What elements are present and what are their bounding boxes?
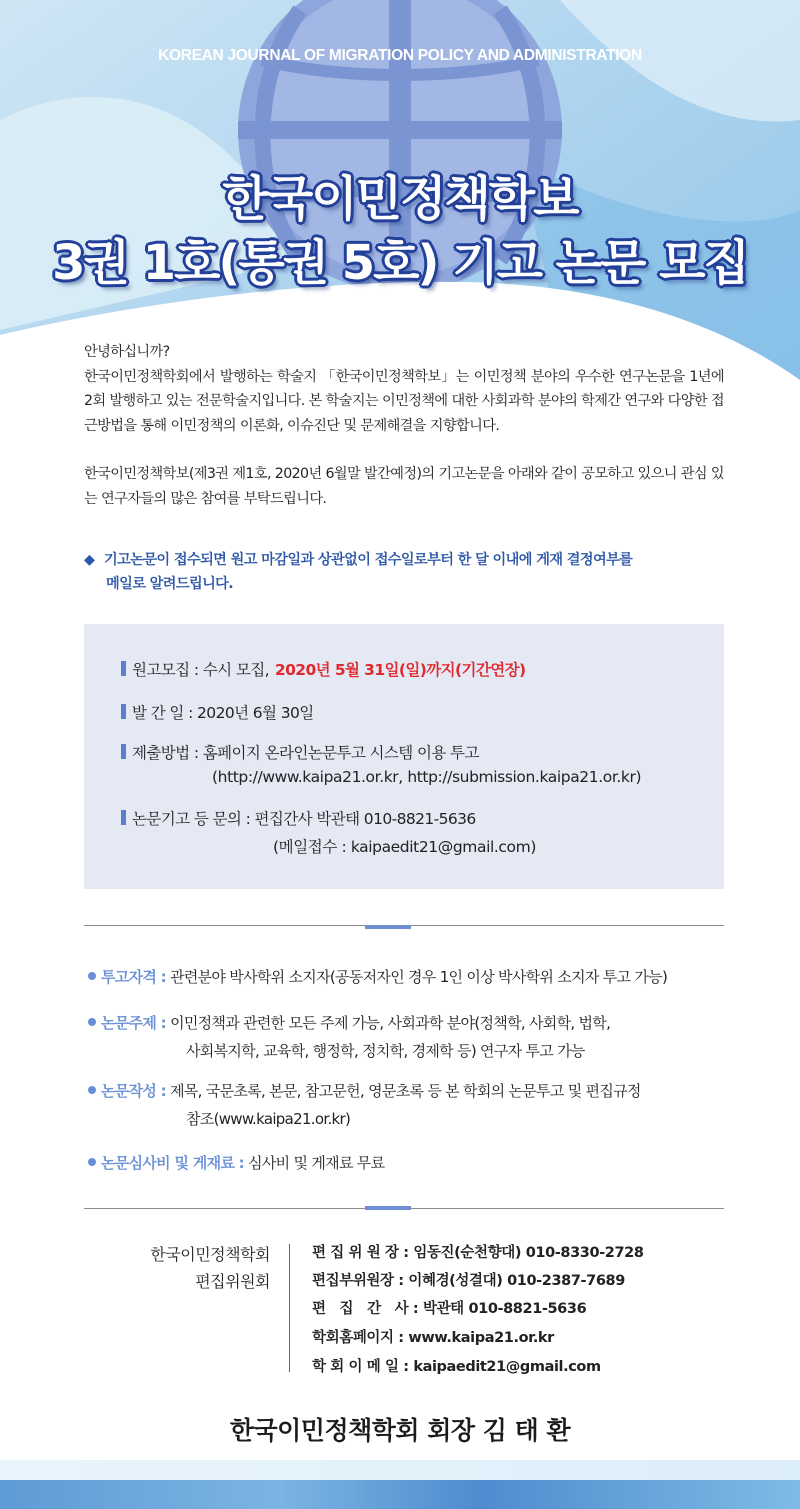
contact-label: 편집부위원장 : (312, 1273, 404, 1289)
inquiry-text: 논문기고 등 문의 : 편집간사 박관태 010-8821-5636 (132, 810, 476, 828)
president-signature: 한국이민정책학회 회장 김 태 환 (229, 1416, 571, 1445)
divider-mark (365, 925, 411, 929)
intro-paragraph-1: 한국이민정책학회에서 발행하는 학술지 「한국이민정책학보」는 이민정책 분야의 우수한 연구논문을 1년에 2회 발행하고 있는 전문학술지입니다. 본 학술지는 이민정책에 대한 사회과학 분야의 학제간 연구와 다양한 접근방법을 통해 이민정책의 이론화, 이슈진단 및 문제해결을 지향합니다. (84, 368, 724, 434)
diamond-bullet-icon: ◆ (84, 552, 95, 568)
contact-email (312, 1355, 601, 1376)
info-submit-method (121, 741, 479, 763)
divider-mark (365, 1206, 411, 1210)
dot-bullet-icon (88, 1086, 96, 1094)
info-publish-date (121, 701, 314, 723)
dot-bullet-icon (88, 972, 96, 980)
submit-text: 제출방법 : 홈페이지 온라인논문투고 시스템 이용 투고 (132, 744, 479, 762)
page-title-line2: 3권 1호(통권 5호) 기고 논문 모집 (52, 235, 748, 291)
writing-label: 논문작성 : (101, 1082, 166, 1100)
criteria-topic (88, 1012, 610, 1033)
criteria-writing (88, 1080, 641, 1101)
bar-bullet-icon (121, 661, 126, 676)
info-recruit (121, 658, 525, 680)
contact-label: 편 집 간 사 : (312, 1301, 419, 1317)
journal-english-name: KOREAN JOURNAL OF MIGRATION POLICY AND ADMINISTRATION (158, 47, 642, 64)
contact-value: 임동진(순천향대) 010-8330-2728 (413, 1245, 644, 1261)
contact-value: www.kaipa21.or.kr (408, 1330, 554, 1346)
greeting: 안녕하십니까? (84, 344, 170, 360)
org-name-line1: 한국이민정책학회 (150, 1245, 270, 1264)
contact-editor-in-chief (312, 1241, 644, 1262)
notice (84, 548, 734, 596)
bottom-band (0, 1480, 800, 1509)
contact-value: kaipaedit21@gmail.com (413, 1359, 601, 1375)
bar-bullet-icon (121, 810, 126, 825)
contact-deputy-editor (312, 1269, 625, 1290)
notice-line2: 메일로 알려드립니다. (106, 576, 234, 592)
notice-line1: 기고논문이 접수되면 원고 마감일과 상관없이 접수일로부터 한 달 이내에 게재 결정여부를 (104, 552, 633, 568)
page-title-line1: 한국이민정책학보 (222, 171, 578, 227)
intro-paragraph-2: 한국이민정책학보(제3권 제1호, 2020년 6월말 발간예정)의 기고논문을 아래와 같이 공모하고 있으니 관심 있는 연구자들의 많은 참여를 부탁드립니다. (84, 466, 724, 507)
org-name-line2: 편집위원회 (195, 1272, 270, 1291)
vertical-separator (289, 1244, 290, 1372)
dot-bullet-icon (88, 1018, 96, 1026)
contact-label: 편 집 위 원 장 : (312, 1245, 409, 1261)
dot-bullet-icon (88, 1158, 96, 1166)
topic-label: 논문주제 : (101, 1014, 166, 1032)
contact-label: 학회홈페이지 : (312, 1330, 404, 1346)
fee-label: 논문심사비 및 게재료 : (101, 1154, 244, 1172)
submit-urls: (http://www.kaipa21.or.kr, http://submission.kaipa21.or.kr) (212, 768, 642, 786)
contact-managing-editor (312, 1297, 586, 1318)
contact-label: 학 회 이 메 일 : (312, 1359, 409, 1375)
recruit-label: 원고모집 : 수시 모집, (132, 661, 269, 679)
organization-name (150, 1241, 270, 1295)
criteria-fee (88, 1152, 384, 1173)
bar-bullet-icon (121, 744, 126, 759)
intro-text (84, 340, 724, 511)
publish-text: 발 간 일 : 2020년 6월 30일 (132, 704, 314, 722)
topic-line2: 사회복지학, 교육학, 행정학, 정치학, 경제학 등) 연구자 투고 가능 (186, 1042, 585, 1060)
qualification-text: 관련분야 박사학위 소지자(공동저자인 경우 1인 이상 박사학위 소지자 투고 가능) (170, 968, 668, 986)
qualification-label: 투고자격 : (101, 968, 166, 986)
writing-line2: 참조(www.kaipa21.or.kr) (186, 1110, 351, 1128)
inquiry-mail: (메일접수 : kaipaedit21@gmail.com) (273, 838, 536, 856)
info-inquiry (121, 807, 476, 829)
contact-value: 박관태 010-8821-5636 (422, 1301, 587, 1317)
bar-bullet-icon (121, 704, 126, 719)
criteria-qualification (88, 966, 667, 987)
writing-line1: 제목, 국문초록, 본문, 참고문헌, 영문초록 등 본 학회의 논문투고 및 편집규정 (170, 1082, 641, 1100)
contact-value: 이혜경(성결대) 010-2387-7689 (408, 1273, 625, 1289)
topic-line1: 이민정책과 관련한 모든 주제 가능, 사회과학 분야(정책학, 사회학, 법학, (170, 1014, 611, 1032)
recruit-deadline: 2020년 5월 31일(일)까지(기간연장) (274, 661, 526, 679)
fee-text: 심사비 및 게재료 무료 (248, 1154, 385, 1172)
info-box (84, 624, 724, 889)
contact-homepage (312, 1326, 554, 1347)
